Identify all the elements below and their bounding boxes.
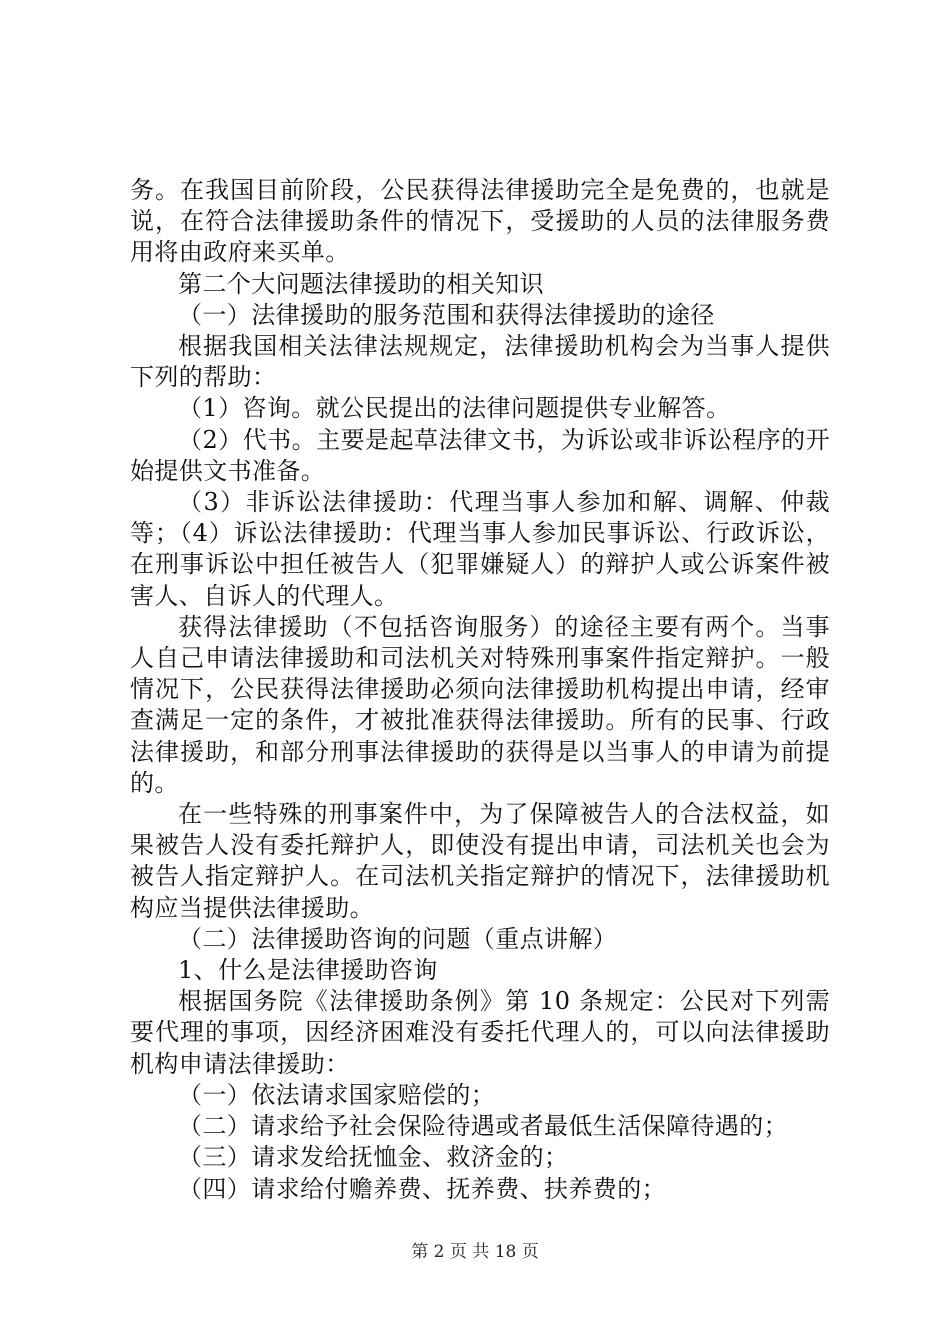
list-item: （四）请求给付赡养费、抚养费、扶养费的；: [178, 1174, 666, 1203]
document-body: [130, 175, 830, 1205]
section-heading: 第二个大问题法律援助的相关知识: [178, 269, 544, 298]
list-item: （一）依法请求国家赔偿的；: [178, 1080, 496, 1109]
page-number-footer: 第 2 页 共 18 页: [411, 1242, 539, 1262]
item-heading: 1、什么是法律援助咨询: [178, 956, 438, 985]
list-item: （3）非诉讼法律援助：代理当事人参加和解、调解、仲裁等；（4）诉讼法律援助：代理当事人参加民事诉讼、行政诉讼，在刑事诉讼中担任被告人（犯罪嫌疑人）的辩护人或公诉案件被害人、自诉人的代理人。: [130, 488, 830, 610]
paragraph: 务。在我国目前阶段，公民获得法律援助完全是免费的，也就是说，在符合法律援助条件的情况下，受援助的人员的法律服务费用将由政府来买单。: [130, 176, 830, 267]
paragraph: 根据国务院《法律援助条例》第 10 条规定：公民对下列需要代理的事项，因经济困难没有委托代理人的，可以向法律援助机构申请法律援助：: [130, 987, 830, 1078]
list-item: （二）请求给予社会保险待遇或者最低生活保障待遇的；: [178, 1112, 788, 1141]
paragraph: 根据我国相关法律法规规定，法律援助机构会为当事人提供下列的帮助：: [130, 332, 830, 392]
subsection-heading: （一）法律援助的服务范围和获得法律援助的途径: [178, 300, 715, 329]
list-item: （2）代书。主要是起草法律文书，为诉讼或非诉讼程序的开始提供文书准备。: [130, 425, 830, 485]
paragraph: 在一些特殊的刑事案件中，为了保障被告人的合法权益，如果被告人没有委托辩护人，即使没有提出申请，司法机关也会为被告人指定辩护人。在司法机关指定辩护的情况下，法律援助机构应当提供法律援助。: [130, 800, 830, 922]
paragraph: 获得法律援助（不包括咨询服务）的途径主要有两个。当事人自己申请法律援助和司法机关对特殊刑事案件指定辩护。一般情况下，公民获得法律援助必须向法律援助机构提出申请，经审查满足一定的条件，才被批准获得法律援助。所有的民事、行政法律援助，和部分刑事法律援助的获得是以当事人的申请为前提的。: [130, 612, 830, 797]
subsection-heading: （二）法律援助咨询的问题（重点讲解）: [178, 924, 618, 953]
list-item: （三）请求发给抚恤金、救济金的；: [178, 1143, 569, 1172]
list-item: （1）咨询。就公民提出的法律问题提供专业解答。: [178, 394, 731, 423]
